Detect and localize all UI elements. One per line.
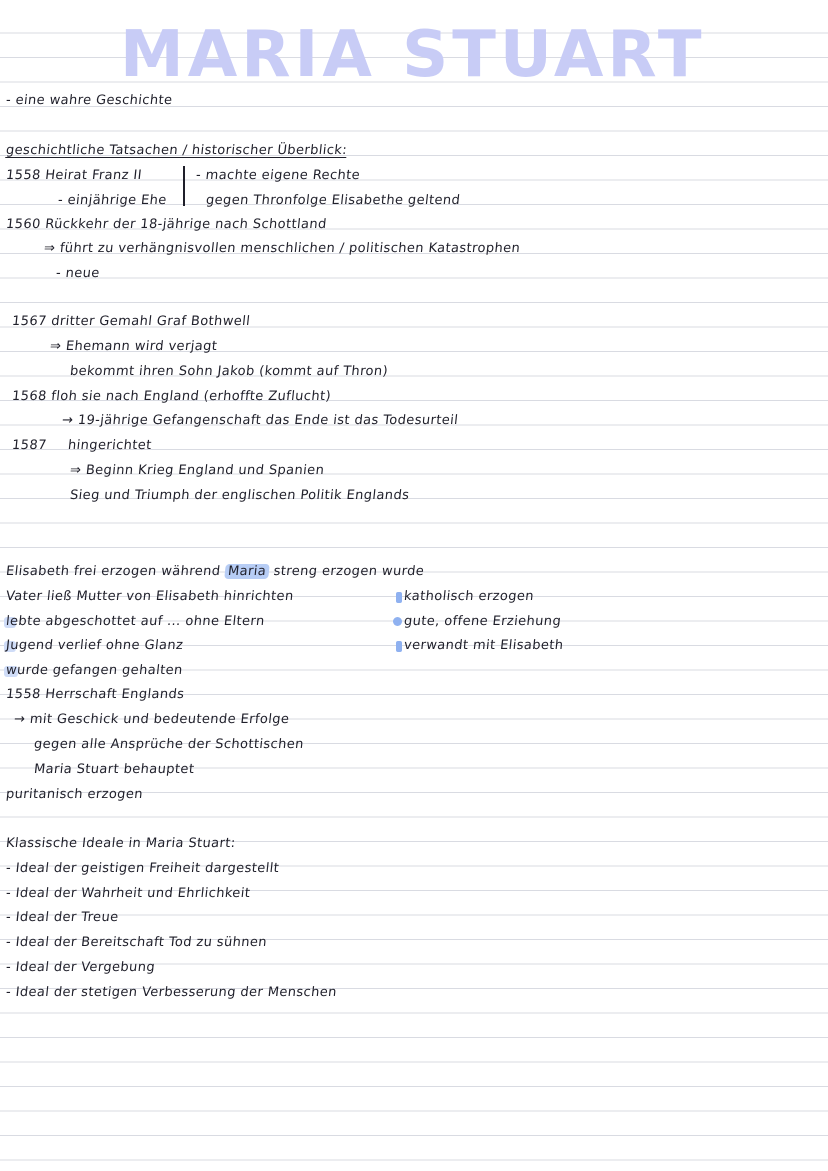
compare-line-1-end: streng erzogen wurde: [272, 564, 425, 579]
ideal-item: - Ideal der stetigen Verbesserung der Menschen: [5, 985, 338, 1000]
fact-line-2a: - einjährige Ehe: [57, 193, 168, 208]
compare-line-2: Vater ließ Mutter von Elisabeth hinrichten: [5, 589, 295, 604]
ideal-item: - Ideal der Treue: [5, 910, 120, 925]
bullet-dot: [393, 617, 402, 626]
compare-line-1-start: Elisabeth frei erzogen während: [5, 564, 222, 579]
compare-line-7: → mit Geschick und bedeutende Erfolge: [13, 712, 291, 727]
event-line-1: 1567 dritter Gemahl Graf Bothwell: [11, 314, 251, 329]
compare-line-9: Maria Stuart behauptet: [33, 762, 196, 777]
maria-point-2: gute, offene Erziehung: [403, 614, 562, 629]
maria-point-3: verwandt mit Elisabeth: [403, 638, 565, 653]
compare-line-5: wurde gefangen gehalten: [5, 663, 184, 678]
event-line-4: 1568 floh sie nach England (erhoffte Zuflucht): [11, 389, 332, 404]
ideal-item: - Ideal der Bereitschaft Tod zu sühnen: [5, 935, 268, 950]
event-line-6: hingerichtet: [67, 438, 153, 453]
bullet-mark: [396, 641, 402, 652]
bullet-mark: [396, 592, 402, 603]
fact-line-2b: gegen Thronfolge Elisabethe geltend: [205, 193, 461, 208]
page-title: MARIA STUART: [120, 18, 706, 92]
ideals-heading: Klassische Ideale in Maria Stuart:: [5, 836, 237, 851]
fact-line-1b: - machte eigene Rechte: [195, 168, 361, 183]
fact-line-4: ⇒ führt zu verhängnisvollen menschlichen / politischen Katastrophen: [43, 241, 521, 256]
fact-line-3: 1560 Rückkehr der 18-jährige nach Schottland: [5, 217, 328, 232]
fact-line-1a: 1558 Heirat Franz II: [5, 168, 143, 183]
intro-line: - eine wahre Geschichte: [5, 93, 174, 108]
event-line-8: Sieg und Triumph der englischen Politik Englands: [69, 488, 411, 503]
event-line-3: bekommt ihren Sohn Jakob (kommt auf Thron): [69, 364, 389, 379]
compare-line-10: puritanisch erzogen: [5, 787, 144, 802]
maria-point-1: katholisch erzogen: [403, 589, 535, 604]
compare-line-3: lebte abgeschottet auf ... ohne Eltern: [5, 614, 266, 629]
fact-line-5: - neue: [55, 266, 101, 281]
facts-heading: geschichtliche Tatsachen / historischer Überblick:: [5, 143, 348, 158]
compare-line-4: Jugend verlief ohne Glanz: [5, 638, 184, 653]
ideal-item: - Ideal der geistigen Freiheit dargestellt: [5, 861, 280, 876]
compare-line-6: 1558 Herrschaft Englands: [5, 687, 186, 702]
compare-line-1: [5, 564, 425, 579]
compare-line-8: gegen alle Ansprüche der Schottischen: [33, 737, 305, 752]
event-line-7: ⇒ Beginn Krieg England und Spanien: [69, 463, 326, 478]
event-year-1587: 1587: [11, 438, 48, 453]
bracket-divider: [183, 166, 185, 206]
maria-highlight: Maria: [224, 564, 270, 579]
event-line-2: ⇒ Ehemann wird verjagt: [49, 339, 219, 354]
ideal-item: - Ideal der Vergebung: [5, 960, 156, 975]
ideal-item: - Ideal der Wahrheit und Ehrlichkeit: [5, 886, 252, 901]
event-line-5: → 19-jährige Gefangenschaft das Ende ist das Todesurteil: [61, 413, 459, 428]
